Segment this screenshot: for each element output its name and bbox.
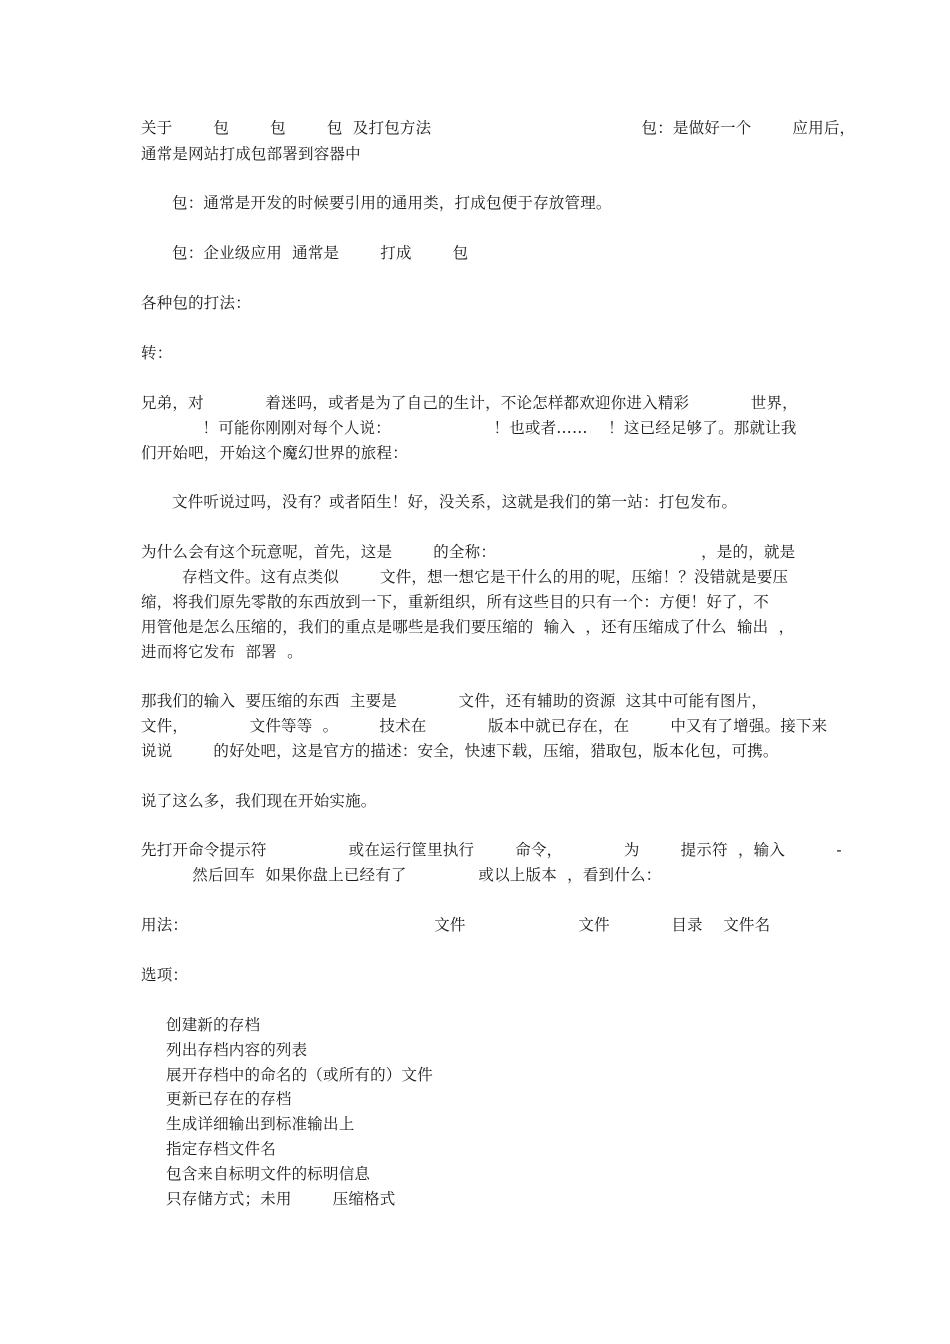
option-item: 列出存档内容的列表 (166, 1041, 308, 1059)
paragraph-why-line-1: 为什么会有这个玩意呢，首先，这是 的全称： ，是的，就是 (141, 543, 796, 561)
paragraph-why-line-3: 缩，将我们原先零散的东西放到一下，重新组织，所有这些目的只有一个：方便！好了，不 (141, 593, 770, 611)
paragraph-command-line-2: 然后回车 如果你盘上已经有了 或以上版本 ，看到什么： (141, 866, 662, 884)
paragraph-input-line-3: 说说 的好处吧，这是官方的描述：安全，快速下载，压缩，猎取包，版本化包，可携。 (141, 742, 779, 760)
paragraph-start: 说了这么多，我们现在开始实施。 (141, 792, 377, 810)
option-item: 展开存档中的命名的（或所有的）文件 (166, 1066, 433, 1084)
paragraph-first-stop: 文件听说过吗，没有？或者陌生！好，没关系，这就是我们的第一站：打包发布。 (172, 493, 738, 511)
paragraph-ear-desc: 包：企业级应用 通常是 打成 包 (172, 244, 469, 262)
paragraph-usage: 用法： 文件 文件 目录 文件名 (141, 916, 771, 934)
paragraph-jar-desc: 包：通常是开发的时候要引用的通用类，打成包便于存放管理。 (172, 194, 612, 212)
paragraph-heading-methods: 各种包的打法： (141, 294, 251, 312)
paragraph-why-line-5: 进而将它发布 部署 。 (141, 643, 303, 661)
paragraph-intro-line-2: ！可能你刚刚对每个人说： ！也或者…… ！这已经足够了。那就让我 (141, 419, 797, 437)
option-item: 包含来自标明文件的标明信息 (166, 1165, 371, 1183)
paragraph-title-line-2: 通常是网站打成包部署到容器中 (141, 145, 361, 163)
option-item: 只存储方式；未用 压缩格式 (166, 1190, 396, 1208)
paragraph-why-line-2: 存档文件。这有点类似 文件，想一想它是干什么的用的呢，压缩！？没错就是要压 (141, 568, 789, 586)
option-item: 更新已存在的存档 (166, 1090, 292, 1108)
paragraph-command-line-1: 先打开命令提示符 或在运行筐里执行 命令， 为 提示符 ，输入 - (141, 841, 842, 859)
paragraph-input-line-1: 那我们的输入 要压缩的东西 主要是 文件，还有辅助的资源 这其中可能有图片， (141, 692, 768, 710)
paragraph-intro-line-1: 兄弟，对 着迷吗，或者是为了自己的生计，不论怎样都欢迎你进入精彩 世界， (141, 394, 798, 412)
paragraph-repost-label: 转： (141, 344, 173, 362)
option-item: 生成详细输出到标准输出上 (166, 1115, 355, 1133)
paragraph-input-line-2: 文件， 文件等等 。 技术在 版本中就已存在，在 中又有了增强。接下来 (141, 717, 828, 735)
option-item: 指定存档文件名 (166, 1140, 276, 1158)
paragraph-title-line-1: 关于 包 包 包 及打包方法 包：是做好一个 应用后， (141, 119, 856, 137)
paragraph-options-heading: 选项： (141, 966, 189, 984)
paragraph-why-line-4: 用管他是怎么压缩的，我们的重点是哪些是我们要压缩的 输入 ，还有压缩成了什么 输出 ， (141, 618, 795, 636)
paragraph-intro-line-3: 们开始吧，开始这个魔幻世界的旅程： (141, 444, 408, 462)
option-item: 创建新的存档 (166, 1016, 261, 1034)
